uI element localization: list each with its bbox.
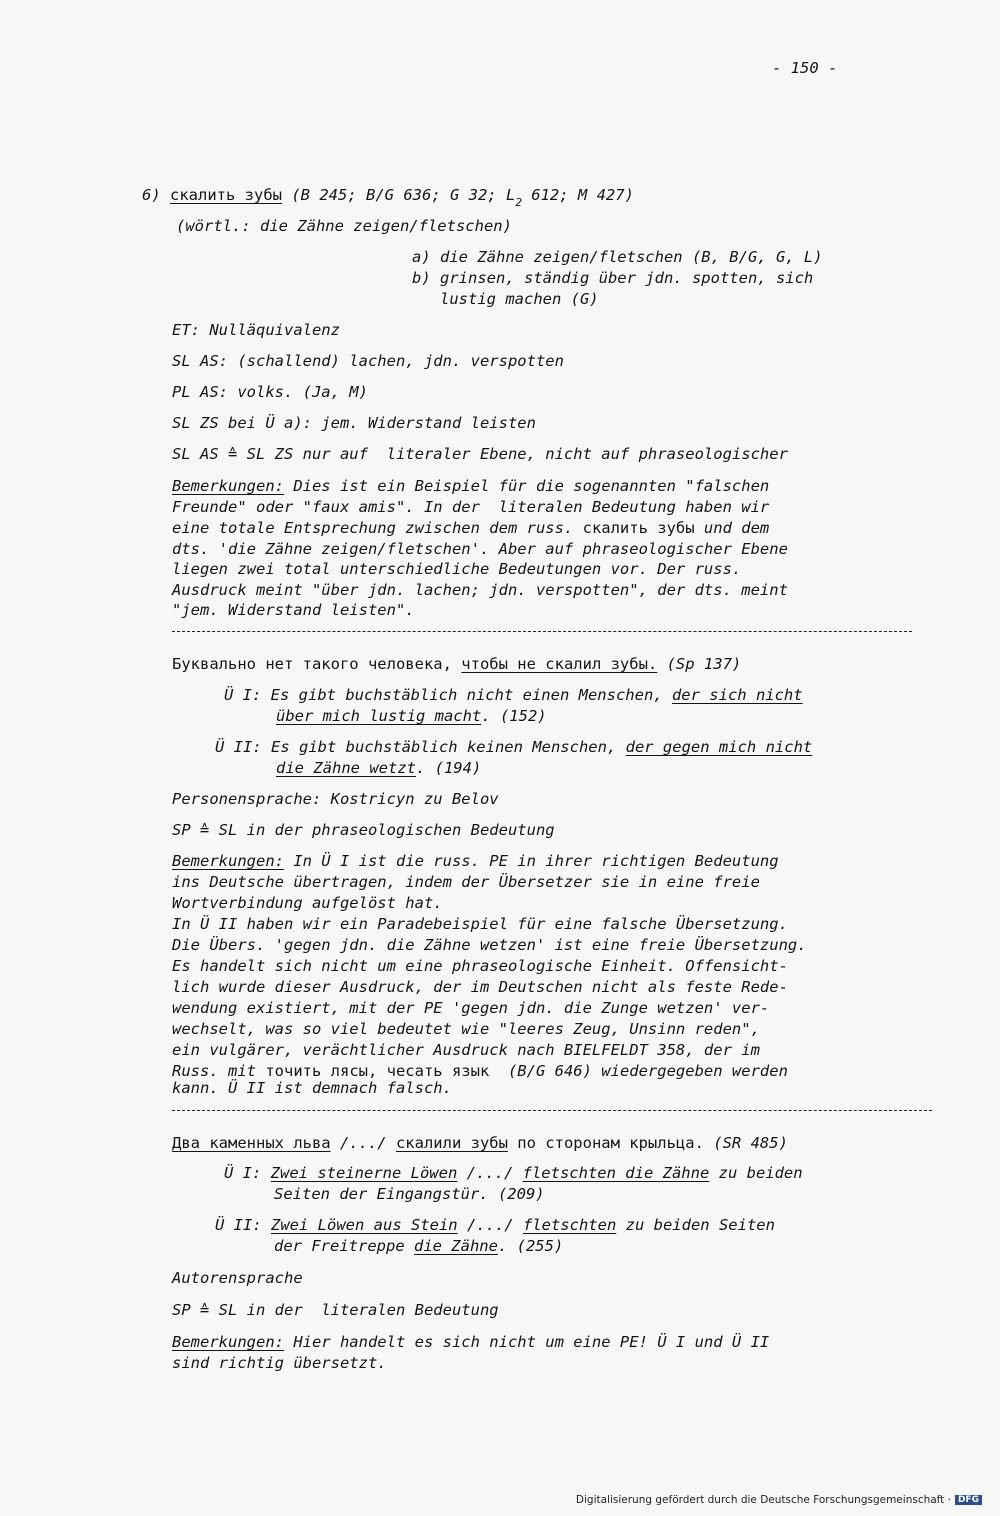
remark1-line5: liegen zwei total unterschiedliche Bedeutungen vor. Der russ. <box>172 560 742 578</box>
et-line: ET: Nulläquivalenz <box>172 321 340 339</box>
remark2-line11: Russ. mit точить лясы, чесать язык (B/G 646) wiedergegeben werden <box>172 1062 788 1080</box>
example2-sp-sl: SP ≙ SL in der literalen Bedeutung <box>172 1301 499 1319</box>
example2-translation2-line2: der Freitreppe die Zähne. (255) <box>274 1237 564 1255</box>
remark3-line1: Bemerkungen: Hier handelt es sich nicht um eine PE! Ü I und Ü II <box>172 1333 770 1351</box>
remark2-line5: Die Übers. 'gegen jdn. die Zähne wetzen' ist eine freie Übersetzung. <box>172 936 807 954</box>
remark2-line3: Wortverbindung aufgelöst hat. <box>172 894 443 912</box>
meaning-b-line1: b) grinsen, ständig über jdn. spotten, sich <box>412 269 814 287</box>
example1-speech: Personensprache: Kostricyn zu Belov <box>172 790 499 808</box>
remark1-line2: Freunde" oder "faux amis". In der literalen Bedeutung haben wir <box>172 498 770 516</box>
example2-russian: Два каменных льва /.../ скалили зубы по сторонам крыльца. (SR 485) <box>172 1134 788 1152</box>
section-divider <box>172 631 912 632</box>
remark2-line10: ein vulgärer, verächtlicher Ausdruck nach BIELFELDT 358, der im <box>172 1041 760 1059</box>
remark2-line4: In Ü II haben wir ein Paradebeispiel für eine falsche Übersetzung. <box>172 915 788 933</box>
sl-as-line: SL AS: (schallend) lachen, jdn. verspotten <box>172 352 564 370</box>
example2-translation2-line1: Ü II: Zwei Löwen aus Stein /.../ fletschten zu beiden Seiten <box>215 1216 775 1234</box>
remark2-line6: Es handelt sich nicht um eine phraseologische Einheit. Offensicht- <box>172 957 788 975</box>
example1-russian: Буквально нет такого человека, чтобы не скалил зубы. (Sp 137) <box>172 655 742 673</box>
remark1-line1: Bemerkungen: Dies ist ein Beispiel für die sogenannten "falschen <box>172 477 770 495</box>
sl-as-zs-line: SL AS ≙ SL ZS nur auf literaler Ebene, nicht auf phraseologischer <box>172 445 788 463</box>
remarks-label: Bemerkungen: <box>172 477 284 495</box>
remark2-line7: lich wurde dieser Ausdruck, der im Deutschen nicht als feste Rede- <box>172 978 788 996</box>
remark2-line1: Bemerkungen: In Ü I ist die russ. PE in ihrer richtigen Bedeutung <box>172 852 779 870</box>
entry-number: 6) <box>142 186 161 204</box>
remark2-line9: wechselt, was so viel bedeutet wie "leeres Zeug, Unsinn reden", <box>172 1020 760 1038</box>
section-divider <box>172 1110 932 1111</box>
remark1-line6: Ausdruck meint "über jdn. lachen; jdn. verspotten", der dts. meint <box>172 581 788 599</box>
example1-translation1-line1: Ü I: Es gibt buchstäblich nicht einen Menschen, der sich nicht <box>224 686 803 704</box>
entry-header <box>142 185 634 213</box>
remarks-label: Bemerkungen: <box>172 1333 284 1351</box>
remark3-line2: sind richtig übersetzt. <box>172 1354 387 1372</box>
example1-translation2-line2: die Zähne wetzt. (194) <box>276 759 482 777</box>
example2-translation1-line1: Ü I: Zwei steinerne Löwen /.../ fletschten die Zähne zu beiden <box>224 1164 803 1182</box>
sl-zs-line: SL ZS bei Ü a): jem. Widerstand leisten <box>172 414 536 432</box>
literal-translation: (wörtl.: die Zähne zeigen/fletschen) <box>176 217 512 235</box>
example2-speech: Autorensprache <box>172 1269 303 1287</box>
pl-as-line: PL AS: volks. (Ja, M) <box>172 383 368 401</box>
page-number: - 150 - <box>772 59 838 77</box>
example1-sp-sl: SP ≙ SL in der phraseologischen Bedeutung <box>172 821 555 839</box>
remark1-line3: eine totale Entsprechung zwischen dem russ. скалить зубы und dem <box>172 519 770 537</box>
remark2-line12: kann. Ü II ist demnach falsch. <box>172 1079 452 1097</box>
dfg-logo: DFG <box>955 1495 982 1505</box>
meaning-a: a) die Zähne zeigen/fletschen (B, B/G, G, L) <box>412 248 823 266</box>
footer-credit: Digitalisierung gefördert durch die Deutsche Forschungsgemeinschaft · DFG <box>576 1494 982 1506</box>
example2-translation1-line2: Seiten der Eingangstür. (209) <box>274 1185 545 1203</box>
meaning-b-line2: lustig machen (G) <box>412 290 599 308</box>
example1-translation2-line1: Ü II: Es gibt buchstäblich keinen Menschen, der gegen mich nicht <box>215 738 813 756</box>
entry-sources: (B 245; B/G 636; G 32; $L_2$ 612; M 427) <box>291 186 634 209</box>
remark2-line2: ins Deutsche übertragen, indem der Übersetzer sie in eine freie <box>172 873 760 891</box>
example1-translation1-line2: über mich lustig macht. (152) <box>276 707 547 725</box>
remark1-line7: "jem. Widerstand leisten". <box>172 601 415 619</box>
remark2-line8: wendung existiert, mit der PE 'gegen jdn. die Zunge wetzen' ver- <box>172 999 770 1017</box>
entry-headword: скалить зубы <box>170 186 282 204</box>
remarks-label: Bemerkungen: <box>172 852 284 870</box>
remark1-line4: dts. 'die Zähne zeigen/fletschen'. Aber auf phraseologischer Ebene <box>172 540 788 558</box>
